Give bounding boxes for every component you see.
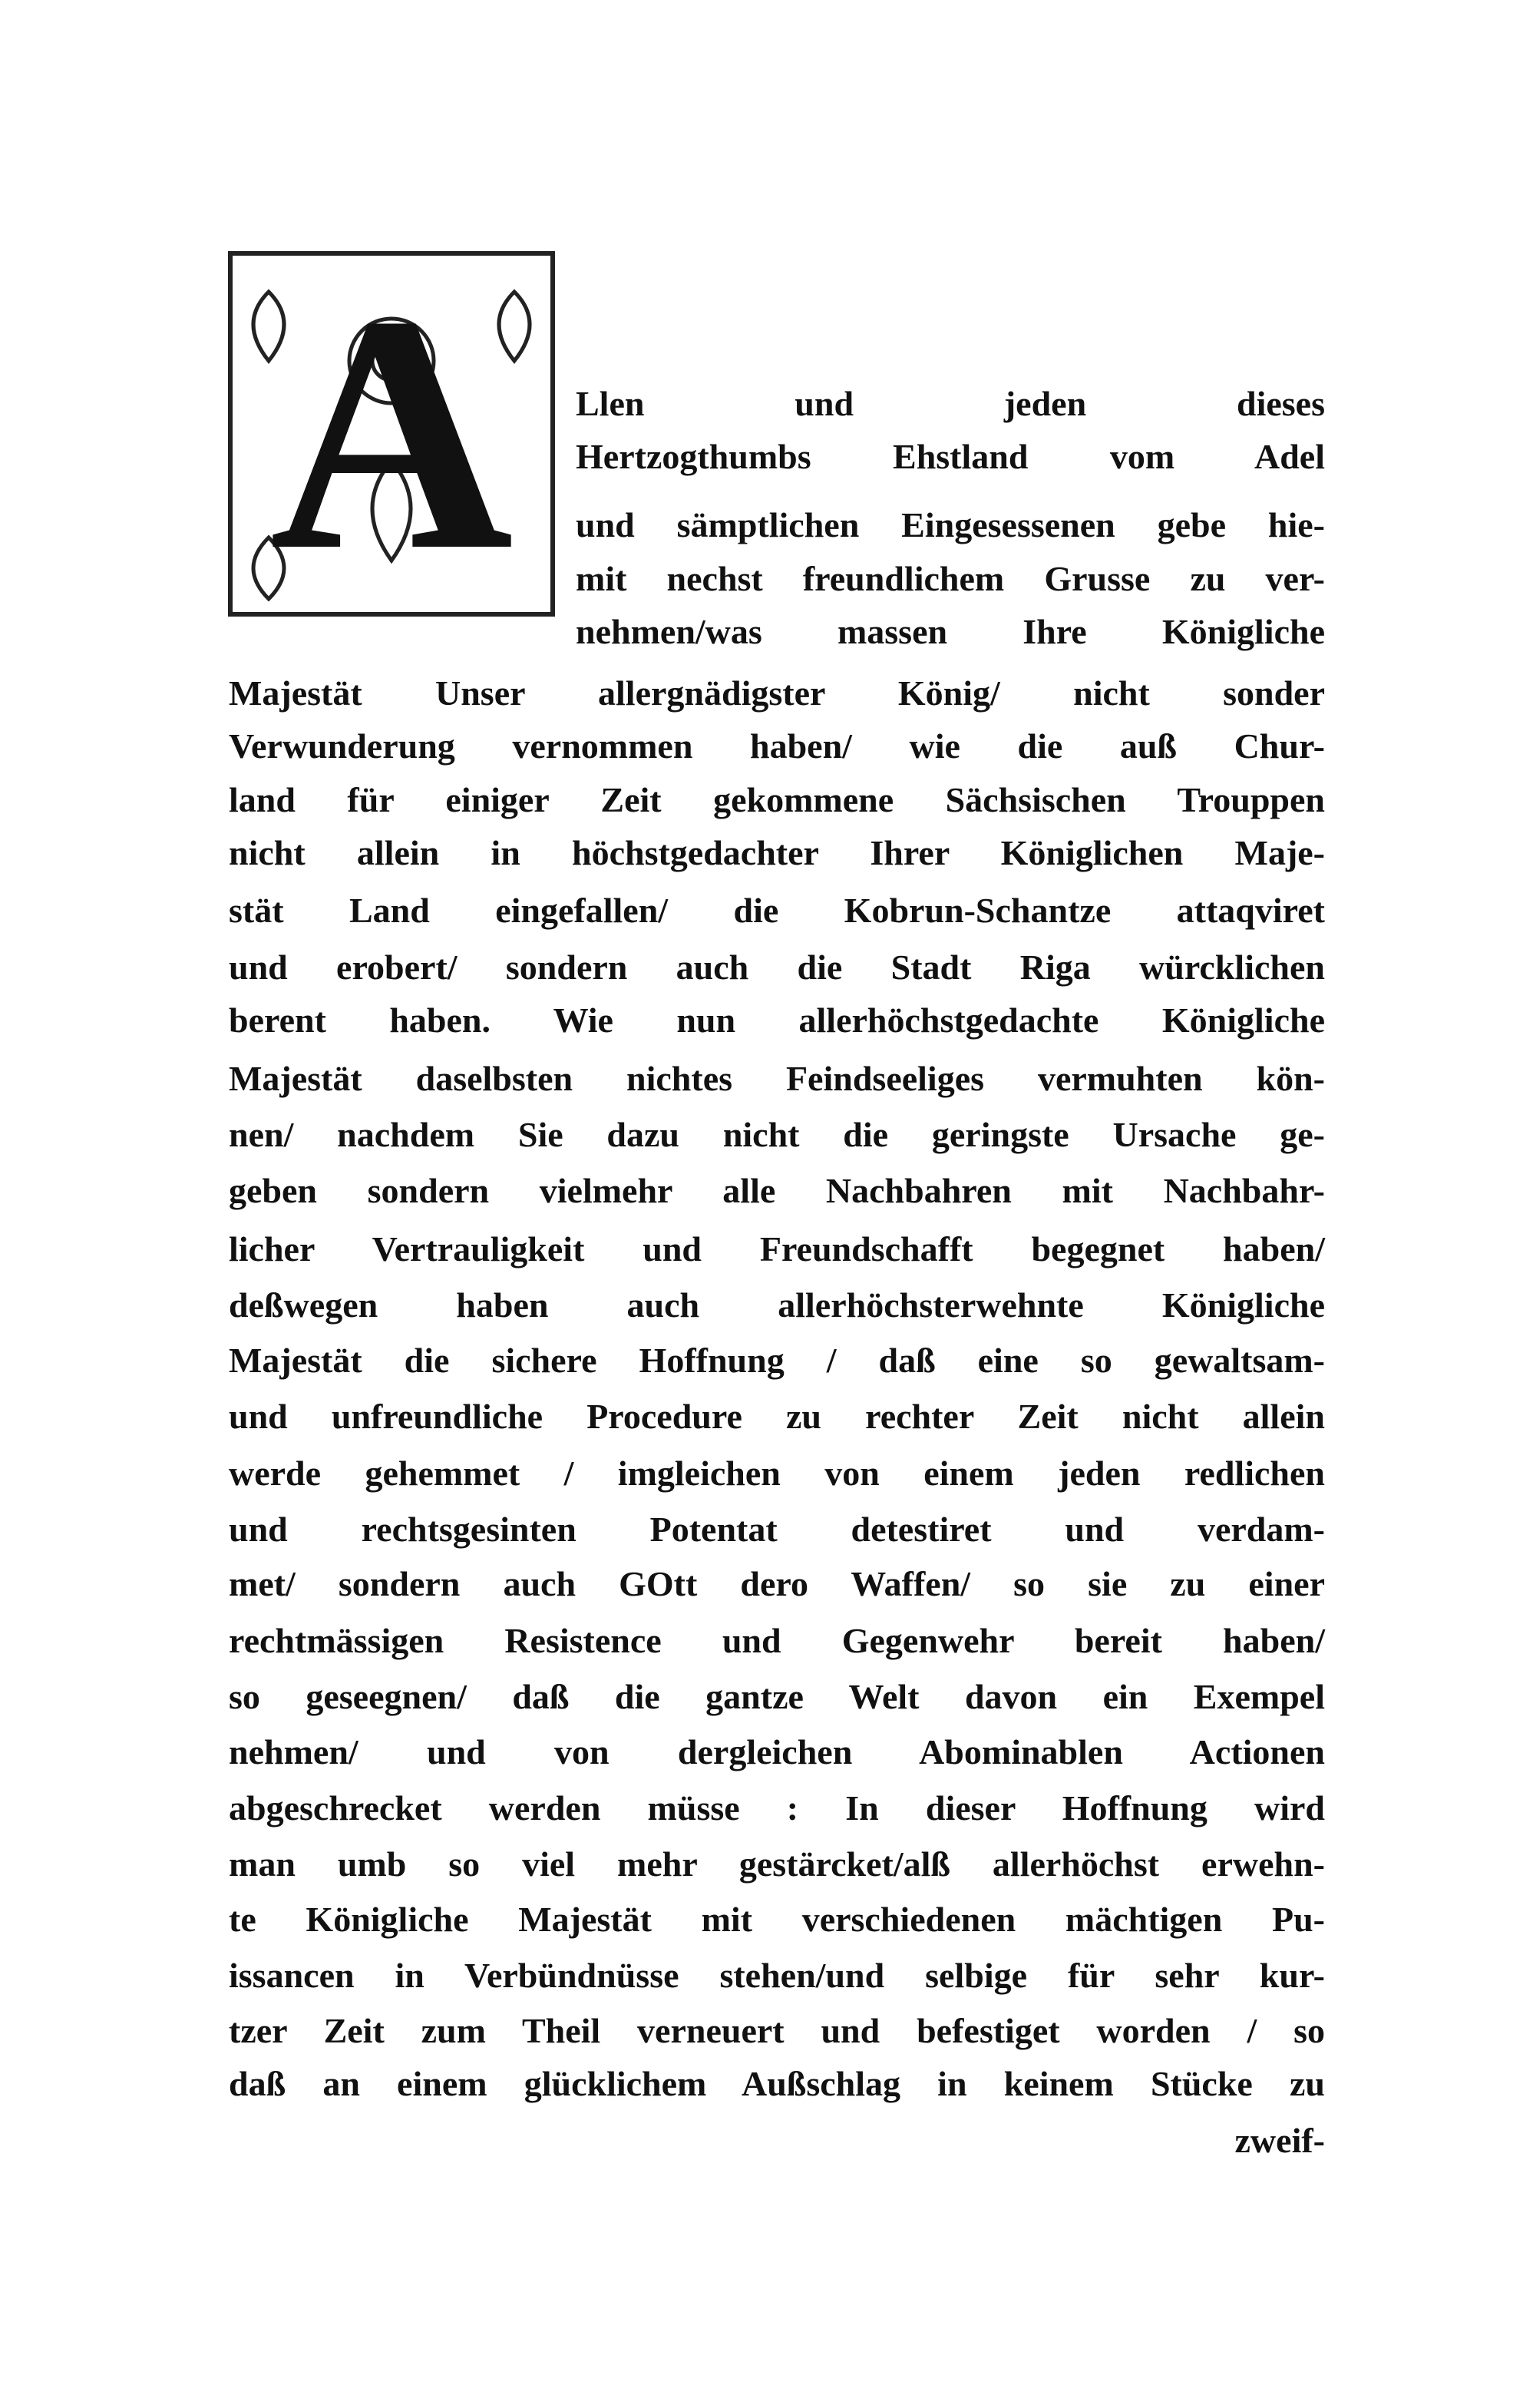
text-line: Hertzogthumbs Ehstland vom Adel xyxy=(576,437,1325,476)
text-line: werde gehemmet / imgleichen von einem jeden redlichen xyxy=(229,1454,1325,1493)
text-line: und unfreundliche Procedure zu rechter Zeit nicht allein xyxy=(229,1397,1325,1436)
text-line: Llen und jeden dieses xyxy=(576,384,1325,423)
text-line: licher Vertrauligkeit und Freundschafft begegnet haben/ xyxy=(229,1229,1325,1268)
text-line: nehmen/ und von dergleichen Abominablen Actionen xyxy=(229,1732,1325,1771)
text-line: Majestät daselbsten nichtes Feindseeliges vermuhten kön- xyxy=(229,1059,1325,1098)
text-line: nehmen/was massen Ihre Königliche xyxy=(576,612,1325,651)
text-line: Verwunderung vernommen haben/ wie die auß Chur- xyxy=(229,726,1325,766)
text-line: mit nechst freundlichem Grusse zu ver- xyxy=(576,559,1325,598)
text-line: man umb so viel mehr gestärcket/alß allerhöchst erwehn- xyxy=(229,1844,1325,1884)
text-line: nicht allein in höchstgedachter Ihrer Königlichen Maje- xyxy=(229,833,1325,872)
text-line: te Königliche Majestät mit verschiedenen mächtigen Pu- xyxy=(229,1900,1325,1939)
text-line: und sämptlichen Eingesessenen gebe hie- xyxy=(576,505,1325,544)
text-line: so geseegnen/ daß die gantze Welt davon ein Exempel xyxy=(229,1677,1325,1716)
text-line: deßwegen haben auch allerhöchsterwehnte Königliche xyxy=(229,1285,1325,1325)
text-line: daß an einem glücklichem Außschlag in keinem Stücke zu xyxy=(229,2064,1325,2103)
text-line: und erobert/ sondern auch die Stadt Riga würcklichen xyxy=(229,948,1325,987)
decorated-initial xyxy=(223,246,560,622)
text-line: und rechtsgesinten Potentat detestiret und verdam- xyxy=(229,1510,1325,1549)
text-line: berent haben. Wie nun allerhöchstgedachte Königliche xyxy=(229,1001,1325,1040)
catchword: zweif- xyxy=(1234,2121,1325,2160)
text-line: rechtmässigen Resistence und Gegenwehr bereit haben/ xyxy=(229,1621,1325,1660)
drop-cap-letter: A xyxy=(269,246,514,620)
text-line: abgeschrecket werden müsse : In dieser Hoffnung wird xyxy=(229,1788,1325,1828)
text-line: Majestät Unser allergnädigster König/ nicht sonder xyxy=(229,673,1325,713)
text-line: stät Land eingefallen/ die Kobrun-Schantze attaqviret xyxy=(229,891,1325,930)
text-line: tzer Zeit zum Theil verneuert und befestiget worden / so xyxy=(229,2011,1325,2050)
text-line: Majestät die sichere Hoffnung / daß eine so gewaltsam- xyxy=(229,1341,1325,1380)
text-line: geben sondern vielmehr alle Nachbahren mit Nachbahr- xyxy=(229,1171,1325,1210)
text-line: met/ sondern auch GOtt dero Waffen/ so sie zu einer xyxy=(229,1564,1325,1603)
text-line: land für einiger Zeit gekommene Sächsischen Trouppen xyxy=(229,780,1325,819)
text-line: nen/ nachdem Sie dazu nicht die geringste Ursache ge- xyxy=(229,1115,1325,1154)
text-line: issancen in Verbündnüsse stehen/und selbige für sehr kur- xyxy=(229,1956,1325,1995)
